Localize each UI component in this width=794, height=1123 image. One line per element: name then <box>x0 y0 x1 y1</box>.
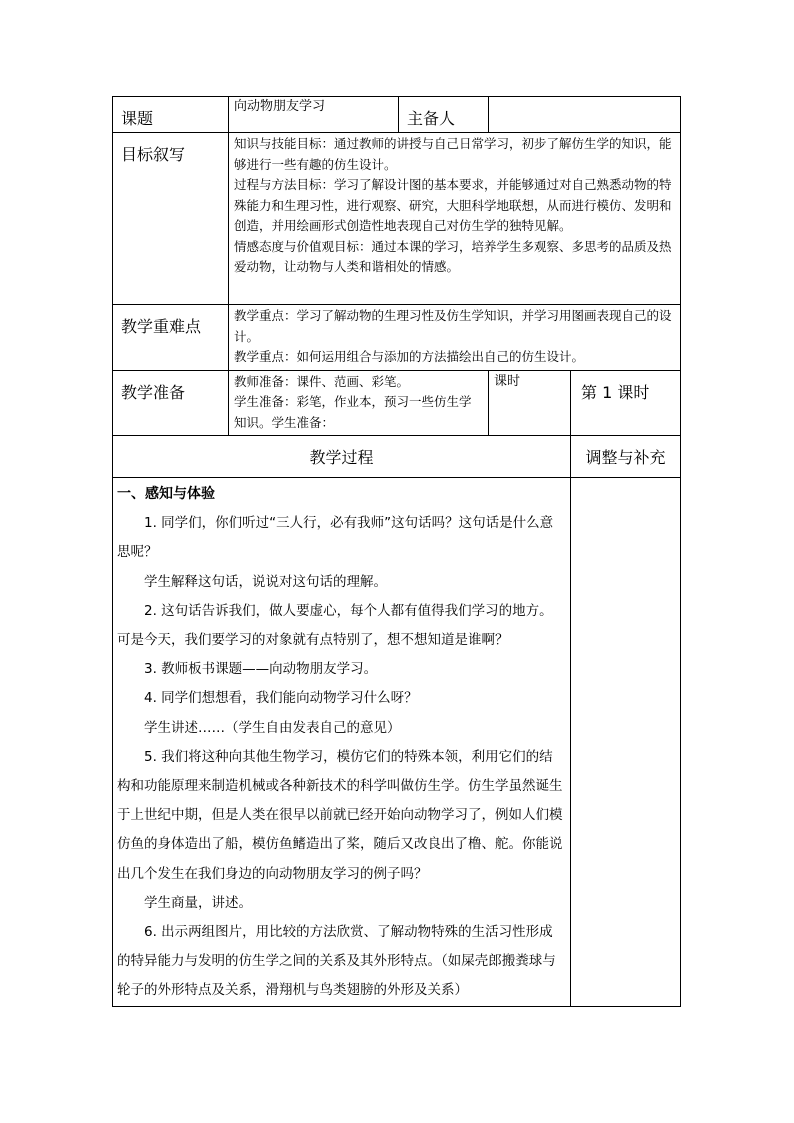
objective-knowledge: 知识与技能目标：通过教师的讲授与自己日常学习，初步了解仿生学的知识，能够进行一些有趣的仿生设计。 <box>234 136 672 172</box>
process-paragraph: 学生讲述……（学生自由发表自己的意见） <box>144 719 401 736</box>
key-points-label: 教学重难点 <box>113 305 229 371</box>
key-points-content <box>229 305 681 371</box>
teacher-preparation: 教师准备：课件、范画、彩笔。 <box>234 373 410 389</box>
period-value: 第 1 课时 <box>571 370 681 436</box>
preparation-label: 教学准备 <box>113 370 229 436</box>
preparation-content <box>229 370 489 436</box>
process-paragraph: 1. 同学们，你们听过“三人行，必有我师”这句话吗？这句话是什么意思呢？ <box>117 515 554 561</box>
process-header-row <box>113 436 681 478</box>
adjust-title: 调整与补充 <box>571 436 681 478</box>
process-paragraph: 2. 这句话告诉我们，做人要虚心，每个人都有值得我们学习的地方。可是今天，我们要学习的对象就有点特别了，想不想知道是谁啊？ <box>117 602 553 649</box>
process-heading: 一、感知与体验 <box>117 486 215 502</box>
lesson-plan-table <box>112 96 681 1007</box>
process-content <box>113 478 571 1007</box>
preparation-row <box>113 370 681 436</box>
process-paragraph: 5. 我们将这种向其他生物学习，模仿它们的特殊本领，利用它们的结构和功能原理来制造机械或各种新技术的科学叫做仿生学。仿生学虽然诞生于上世纪中期，但是人类在很早以前就已经开始向动物学习了，例如人们模仿鱼的身体造出了船，模仿鱼鳍造出了桨，随后又改良出了橹、舵。你能说出几个发生在我们身边的向动物朋友学习的例子吗？ <box>117 748 563 882</box>
period-label: 课时 <box>489 370 571 436</box>
process-paragraph: 3. 教师板书课题——向动物朋友学习。 <box>144 661 378 678</box>
objective-process: 过程与方法目标：学习了解设计图的基本要求，并能够通过对自己熟悉动物的特殊能力和生理习性，进行观察、研究，大胆科学地联想，从而进行模仿、发明和创造，并用绘画形式创造性地表现自己对仿生学的独特见解。 <box>234 177 672 233</box>
objectives-row <box>113 133 681 305</box>
adjust-content <box>571 478 681 1007</box>
process-paragraph: 学生解释这句话，说说对这句话的理解。 <box>144 573 387 590</box>
preparer-label: 主备人 <box>399 97 489 133</box>
key-points-row <box>113 305 681 371</box>
topic-label: 课题 <box>113 97 229 133</box>
objective-emotion: 情感态度与价值观目标：通过本课的学习，培养学生多观察、多思考的品质及热爱动物，让动物与人类和谐相处的情感。 <box>234 238 672 274</box>
process-paragraph: 学生商量，讲述。 <box>144 894 252 911</box>
preparer-value <box>489 97 681 133</box>
topic-row <box>113 97 681 133</box>
student-preparation: 学生准备：彩笔，作业本，预习一些仿生学知识。学生准备： <box>234 394 472 430</box>
objectives-content <box>229 133 681 305</box>
process-title: 教学过程 <box>113 436 571 478</box>
process-paragraph: 6. 出示两组图片，用比较的方法欣赏、了解动物特殊的生活习性形成的特异能力与发明的仿生学之间的关系及其外形特点。（如屎壳郎搬粪球与轮子的外形特点及关系，滑翔机与鸟类翅膀的外形及关系） <box>117 924 556 999</box>
key-point-2: 教学重点：如何运用组合与添加的方法描绘出自己的仿生设计。 <box>234 349 585 364</box>
process-content-row <box>113 478 681 1007</box>
process-paragraph: 4. 同学们想想看，我们能向动物学习什么呀？ <box>144 690 418 707</box>
objectives-label: 目标叙写 <box>113 133 229 305</box>
topic-value: 向动物朋友学习 <box>229 97 399 133</box>
lesson-plan-page <box>112 96 680 1007</box>
key-point-1: 教学重点：学习了解动物的生理习性及仿生学知识，并学习用图画表现自己的设计。 <box>234 308 672 344</box>
